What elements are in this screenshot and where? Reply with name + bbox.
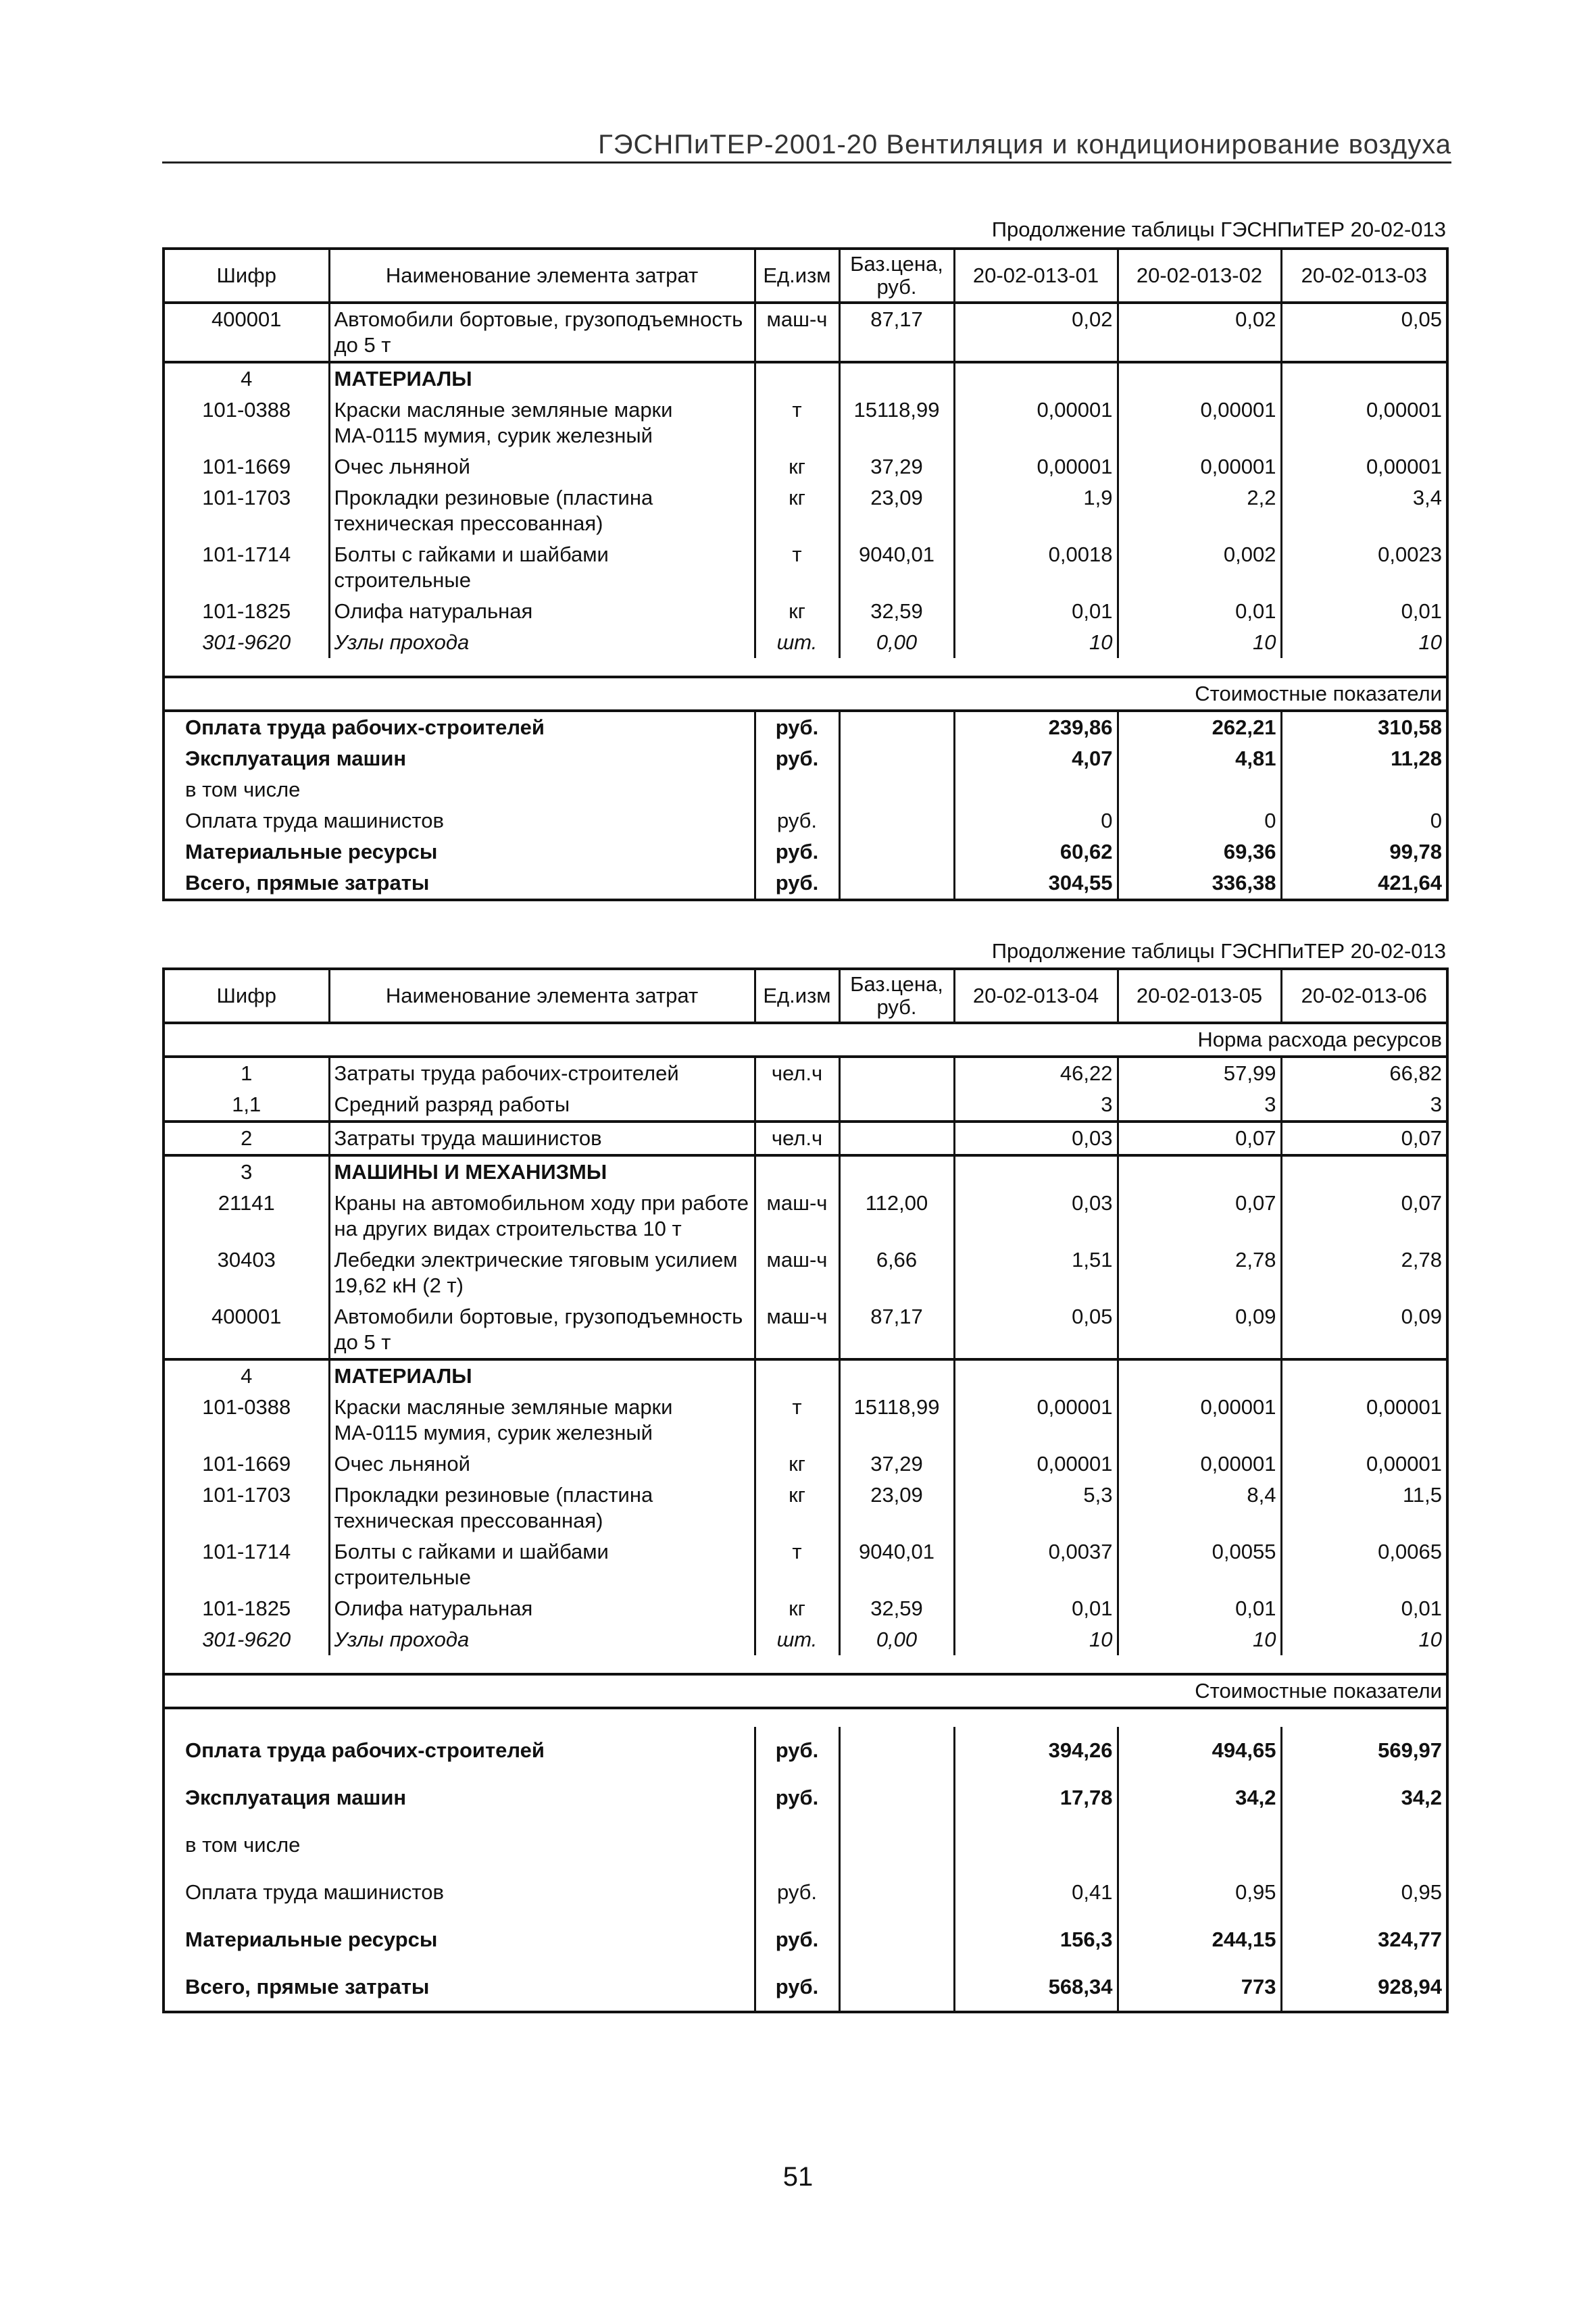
table-row bbox=[164, 303, 1447, 362]
row-value: 0,05 bbox=[954, 1301, 1118, 1359]
cost-value: 4,07 bbox=[954, 743, 1118, 774]
cost-row bbox=[164, 867, 1447, 900]
column-header-norm-code: 20-02-013-02 bbox=[1118, 249, 1281, 303]
row-price: 0,00 bbox=[839, 627, 954, 658]
table-row bbox=[164, 596, 1447, 627]
cost-value: 773 bbox=[1118, 1963, 1281, 2012]
row-value: 0,00001 bbox=[954, 1449, 1118, 1480]
table-row bbox=[164, 1244, 1447, 1301]
row-value: 5,3 bbox=[954, 1480, 1118, 1536]
row-value: 0,03 bbox=[954, 1188, 1118, 1244]
row-value bbox=[954, 1359, 1118, 1392]
row-code: 4 bbox=[164, 1359, 329, 1392]
column-header-unit: Ед.изм bbox=[755, 969, 839, 1023]
cost-value: 310,58 bbox=[1281, 711, 1447, 743]
row-value bbox=[1118, 362, 1281, 395]
row-code: 101-1703 bbox=[164, 482, 329, 539]
banner-text: Стоимостные показатели bbox=[164, 1674, 1447, 1708]
row-value: 8,4 bbox=[1118, 1480, 1281, 1536]
cost-value: 17,78 bbox=[954, 1774, 1118, 1821]
column-header-code: Шифр bbox=[164, 969, 329, 1023]
cost-unit: руб. bbox=[755, 1916, 839, 1963]
row-name: Прокладки резиновые (пластина техническая прессованная) bbox=[329, 1480, 755, 1536]
cost-value: 69,36 bbox=[1118, 836, 1281, 867]
row-name: Краски масляные земляные марки МА-0115 мумия, сурик железный bbox=[329, 1392, 755, 1449]
row-unit: чел.ч bbox=[755, 1057, 839, 1089]
row-unit: кг bbox=[755, 1449, 839, 1480]
row-value: 0,01 bbox=[1118, 1593, 1281, 1624]
cost-unit: руб. bbox=[755, 836, 839, 867]
row-code: 301-9620 bbox=[164, 627, 329, 658]
cost-value bbox=[1281, 1821, 1447, 1869]
row-price bbox=[839, 1122, 954, 1155]
row-unit: кг bbox=[755, 451, 839, 482]
cost-value: 0 bbox=[1281, 805, 1447, 836]
row-unit: шт. bbox=[755, 1624, 839, 1655]
row-code: 101-1714 bbox=[164, 1536, 329, 1593]
row-value: 3 bbox=[954, 1089, 1118, 1122]
cost-row bbox=[164, 711, 1447, 743]
cost-label: Эксплуатация машин bbox=[164, 743, 755, 774]
row-value: 0,0023 bbox=[1281, 539, 1447, 596]
column-header-name: Наименование элемента затрат bbox=[329, 249, 755, 303]
table-row bbox=[164, 362, 1447, 395]
cost-value: 568,34 bbox=[954, 1963, 1118, 2012]
row-code: 21141 bbox=[164, 1188, 329, 1244]
cost-unit: руб. bbox=[755, 743, 839, 774]
row-price: 32,59 bbox=[839, 1593, 954, 1624]
row-price bbox=[839, 362, 954, 395]
cost-label: Оплата труда рабочих-строителей bbox=[164, 1727, 755, 1774]
row-value: 2,2 bbox=[1118, 482, 1281, 539]
row-value: 0,02 bbox=[1118, 303, 1281, 362]
cost-label: Всего, прямые затраты bbox=[164, 867, 755, 900]
column-header-norm-code: 20-02-013-05 bbox=[1118, 969, 1281, 1023]
cost-value: 928,94 bbox=[1281, 1963, 1447, 2012]
row-unit: т bbox=[755, 1392, 839, 1449]
cost-empty bbox=[839, 1869, 954, 1916]
cost-empty bbox=[839, 1727, 954, 1774]
row-value: 0,09 bbox=[1118, 1301, 1281, 1359]
column-header-norm-code: 20-02-013-04 bbox=[954, 969, 1118, 1023]
row-unit: маш-ч bbox=[755, 303, 839, 362]
table-row bbox=[164, 395, 1447, 451]
column-header-code: Шифр bbox=[164, 249, 329, 303]
table-row bbox=[164, 1480, 1447, 1536]
row-name: Болты с гайками и шайбами строительные bbox=[329, 1536, 755, 1593]
cost-value: 244,15 bbox=[1118, 1916, 1281, 1963]
cost-value: 0,95 bbox=[1281, 1869, 1447, 1916]
table-row bbox=[164, 1188, 1447, 1244]
row-value: 0,07 bbox=[1281, 1122, 1447, 1155]
row-code: 1,1 bbox=[164, 1089, 329, 1122]
cost-empty bbox=[839, 743, 954, 774]
table-row bbox=[164, 627, 1447, 658]
cost-unit bbox=[755, 1821, 839, 1869]
column-header-norm-code: 20-02-013-01 bbox=[954, 249, 1118, 303]
table-row bbox=[164, 1359, 1447, 1392]
cost-value: 60,62 bbox=[954, 836, 1118, 867]
column-header-unit: Ед.изм bbox=[755, 249, 839, 303]
row-name: Автомобили бортовые, грузоподъемность до 5 т bbox=[329, 303, 755, 362]
row-value: 2,78 bbox=[1281, 1244, 1447, 1301]
cost-value: 0 bbox=[1118, 805, 1281, 836]
row-value: 0,00001 bbox=[1118, 451, 1281, 482]
row-price bbox=[839, 1359, 954, 1392]
row-unit bbox=[755, 1089, 839, 1122]
row-unit: кг bbox=[755, 1593, 839, 1624]
row-price: 0,00 bbox=[839, 1624, 954, 1655]
cost-empty bbox=[839, 1963, 954, 2012]
row-price: 37,29 bbox=[839, 451, 954, 482]
cost-empty bbox=[839, 1821, 954, 1869]
table-row bbox=[164, 1155, 1447, 1188]
cost-row bbox=[164, 1727, 1447, 1774]
row-unit bbox=[755, 1155, 839, 1188]
row-value: 0,07 bbox=[1118, 1188, 1281, 1244]
row-value bbox=[1281, 1359, 1447, 1392]
row-unit: чел.ч bbox=[755, 1122, 839, 1155]
column-header-norm-code: 20-02-013-06 bbox=[1281, 969, 1447, 1023]
banner-text: Стоимостные показатели bbox=[164, 677, 1447, 711]
row-name: Узлы прохода bbox=[329, 627, 755, 658]
row-name: Олифа натуральная bbox=[329, 596, 755, 627]
cost-empty bbox=[839, 1774, 954, 1821]
row-value: 0,00001 bbox=[1281, 451, 1447, 482]
cost-label: Оплата труда рабочих-строителей bbox=[164, 711, 755, 743]
cost-row bbox=[164, 1916, 1447, 1963]
row-code: 400001 bbox=[164, 1301, 329, 1359]
row-name: Затраты труда рабочих-строителей bbox=[329, 1057, 755, 1089]
cost-unit: руб. bbox=[755, 1774, 839, 1821]
row-value: 10 bbox=[1118, 627, 1281, 658]
row-value: 0,00001 bbox=[954, 451, 1118, 482]
row-price: 37,29 bbox=[839, 1449, 954, 1480]
row-name: Лебедки электрические тяговым усилием 19,62 кН (2 т) bbox=[329, 1244, 755, 1301]
row-name: Олифа натуральная bbox=[329, 1593, 755, 1624]
row-price bbox=[839, 1155, 954, 1188]
cost-label: Эксплуатация машин bbox=[164, 1774, 755, 1821]
cost-value: 421,64 bbox=[1281, 867, 1447, 900]
cost-unit: руб. bbox=[755, 1727, 839, 1774]
row-price bbox=[839, 1089, 954, 1122]
row-price: 9040,01 bbox=[839, 539, 954, 596]
table2-caption: Продолжение таблицы ГЭСНПиТЕР 20-02-013 bbox=[991, 939, 1446, 963]
row-name: Узлы прохода bbox=[329, 1624, 755, 1655]
running-header: ГЭСНПиТЕР-2001-20 Вентиляция и кондиционирование воздуха bbox=[162, 130, 1451, 164]
cost-unit: руб. bbox=[755, 867, 839, 900]
row-value: 57,99 bbox=[1118, 1057, 1281, 1089]
row-unit: маш-ч bbox=[755, 1301, 839, 1359]
row-value: 0,00001 bbox=[1118, 1449, 1281, 1480]
cost-value: 34,2 bbox=[1281, 1774, 1447, 1821]
row-name: Средний разряд работы bbox=[329, 1089, 755, 1122]
row-value: 46,22 bbox=[954, 1057, 1118, 1089]
row-value: 0,00001 bbox=[954, 395, 1118, 451]
table-row bbox=[164, 1122, 1447, 1155]
row-price: 23,09 bbox=[839, 1480, 954, 1536]
cost-row bbox=[164, 1774, 1447, 1821]
cost-value bbox=[954, 774, 1118, 805]
cost-value bbox=[1281, 774, 1447, 805]
cost-label: в том числе bbox=[164, 1821, 755, 1869]
cost-row bbox=[164, 836, 1447, 867]
table1-caption: Продолжение таблицы ГЭСНПиТЕР 20-02-013 bbox=[991, 218, 1446, 241]
row-unit: кг bbox=[755, 482, 839, 539]
row-value: 0,00001 bbox=[1281, 1392, 1447, 1449]
row-value: 0,01 bbox=[1281, 1593, 1447, 1624]
table-row bbox=[164, 451, 1447, 482]
table-row bbox=[164, 1536, 1447, 1593]
row-value: 0,0055 bbox=[1118, 1536, 1281, 1593]
cost-empty bbox=[839, 774, 954, 805]
row-price: 112,00 bbox=[839, 1188, 954, 1244]
row-unit: т bbox=[755, 539, 839, 596]
row-value: 3 bbox=[1281, 1089, 1447, 1122]
row-value: 10 bbox=[954, 1624, 1118, 1655]
table-row bbox=[164, 482, 1447, 539]
row-name: Краски масляные земляные марки МА-0115 мумия, сурик железный bbox=[329, 395, 755, 451]
row-code: 101-1669 bbox=[164, 451, 329, 482]
row-value: 66,82 bbox=[1281, 1057, 1447, 1089]
cost-row bbox=[164, 805, 1447, 836]
row-unit: шт. bbox=[755, 627, 839, 658]
row-unit: т bbox=[755, 395, 839, 451]
column-header-norm-code: 20-02-013-03 bbox=[1281, 249, 1447, 303]
cost-row bbox=[164, 774, 1447, 805]
row-value: 0,02 bbox=[954, 303, 1118, 362]
table-row bbox=[164, 1089, 1447, 1122]
row-value: 0,0037 bbox=[954, 1536, 1118, 1593]
row-code: 101-0388 bbox=[164, 1392, 329, 1449]
row-price: 15118,99 bbox=[839, 1392, 954, 1449]
cost-row bbox=[164, 1963, 1447, 2012]
cost-row bbox=[164, 743, 1447, 774]
row-value: 0,01 bbox=[1281, 596, 1447, 627]
cost-label: Всего, прямые затраты bbox=[164, 1963, 755, 2012]
row-code: 101-0388 bbox=[164, 395, 329, 451]
cost-value: 304,55 bbox=[954, 867, 1118, 900]
row-value bbox=[954, 1155, 1118, 1188]
table-row bbox=[164, 1449, 1447, 1480]
cost-value bbox=[1118, 1821, 1281, 1869]
cost-label: Материальные ресурсы bbox=[164, 836, 755, 867]
row-name: Прокладки резиновые (пластина техническая прессованная) bbox=[329, 482, 755, 539]
table-row bbox=[164, 1392, 1447, 1449]
row-value: 1,51 bbox=[954, 1244, 1118, 1301]
row-price bbox=[839, 1057, 954, 1089]
column-header-name: Наименование элемента затрат bbox=[329, 969, 755, 1023]
row-price: 6,66 bbox=[839, 1244, 954, 1301]
row-value: 0,01 bbox=[954, 596, 1118, 627]
row-name: МАШИНЫ И МЕХАНИЗМЫ bbox=[329, 1155, 755, 1188]
cost-row bbox=[164, 1869, 1447, 1916]
cost-empty bbox=[839, 836, 954, 867]
column-header-price: Баз.цена, руб. bbox=[839, 969, 954, 1023]
column-header-price: Баз.цена, руб. bbox=[839, 249, 954, 303]
row-value: 2,78 bbox=[1118, 1244, 1281, 1301]
cost-value: 156,3 bbox=[954, 1916, 1118, 1963]
row-value: 0,0018 bbox=[954, 539, 1118, 596]
table-row bbox=[164, 1301, 1447, 1359]
table-row bbox=[164, 1593, 1447, 1624]
cost-value: 494,65 bbox=[1118, 1727, 1281, 1774]
cost-value: 569,97 bbox=[1281, 1727, 1447, 1774]
row-value: 0,05 bbox=[1281, 303, 1447, 362]
row-unit: т bbox=[755, 1536, 839, 1593]
row-value bbox=[1118, 1155, 1281, 1188]
row-price: 87,17 bbox=[839, 303, 954, 362]
row-value bbox=[1281, 1155, 1447, 1188]
row-value bbox=[1281, 362, 1447, 395]
row-price: 32,59 bbox=[839, 596, 954, 627]
row-value bbox=[954, 362, 1118, 395]
cost-empty bbox=[839, 867, 954, 900]
row-name: Очес льняной bbox=[329, 451, 755, 482]
row-code: 1 bbox=[164, 1057, 329, 1089]
row-value: 0,07 bbox=[1281, 1188, 1447, 1244]
cost-label: Оплата труда машинистов bbox=[164, 805, 755, 836]
row-value: 0,00001 bbox=[1281, 395, 1447, 451]
row-value: 10 bbox=[1281, 1624, 1447, 1655]
row-code: 30403 bbox=[164, 1244, 329, 1301]
row-unit bbox=[755, 362, 839, 395]
cost-value: 262,21 bbox=[1118, 711, 1281, 743]
row-value: 3 bbox=[1118, 1089, 1281, 1122]
table-row bbox=[164, 1624, 1447, 1655]
cost-value: 11,28 bbox=[1281, 743, 1447, 774]
table-row bbox=[164, 1057, 1447, 1089]
cost-value: 394,26 bbox=[954, 1727, 1118, 1774]
row-code: 101-1714 bbox=[164, 539, 329, 596]
cost-value: 239,86 bbox=[954, 711, 1118, 743]
cost-value: 0,95 bbox=[1118, 1869, 1281, 1916]
row-value: 10 bbox=[1118, 1624, 1281, 1655]
row-value: 0,00001 bbox=[1118, 1392, 1281, 1449]
row-value bbox=[1118, 1359, 1281, 1392]
row-code: 101-1669 bbox=[164, 1449, 329, 1480]
row-value: 0,07 bbox=[1118, 1122, 1281, 1155]
row-value: 11,5 bbox=[1281, 1480, 1447, 1536]
row-value: 0,00001 bbox=[1118, 395, 1281, 451]
table-header-row bbox=[164, 969, 1447, 1023]
row-value: 10 bbox=[1281, 627, 1447, 658]
resource-table-2 bbox=[162, 967, 1449, 2013]
table-header-row bbox=[164, 249, 1447, 303]
row-code: 301-9620 bbox=[164, 1624, 329, 1655]
cost-row bbox=[164, 1821, 1447, 1869]
cost-label: Материальные ресурсы bbox=[164, 1916, 755, 1963]
table-row bbox=[164, 539, 1447, 596]
row-unit: кг bbox=[755, 596, 839, 627]
cost-value: 34,2 bbox=[1118, 1774, 1281, 1821]
row-value: 0,01 bbox=[1118, 596, 1281, 627]
row-unit: кг bbox=[755, 1480, 839, 1536]
cost-value: 4,81 bbox=[1118, 743, 1281, 774]
cost-empty bbox=[839, 805, 954, 836]
cost-banner bbox=[164, 1674, 1447, 1708]
row-code: 101-1825 bbox=[164, 596, 329, 627]
cost-value: 0,41 bbox=[954, 1869, 1118, 1916]
row-value: 0,0065 bbox=[1281, 1536, 1447, 1593]
cost-label: Оплата труда машинистов bbox=[164, 1869, 755, 1916]
cost-banner bbox=[164, 677, 1447, 711]
row-code: 101-1825 bbox=[164, 1593, 329, 1624]
row-price: 9040,01 bbox=[839, 1536, 954, 1593]
cost-empty bbox=[839, 711, 954, 743]
row-code: 2 bbox=[164, 1122, 329, 1155]
row-price: 23,09 bbox=[839, 482, 954, 539]
row-unit: маш-ч bbox=[755, 1244, 839, 1301]
cost-unit: руб. bbox=[755, 1963, 839, 2012]
cost-value: 0 bbox=[954, 805, 1118, 836]
cost-unit: руб. bbox=[755, 711, 839, 743]
row-value: 0,03 bbox=[954, 1122, 1118, 1155]
cost-unit: руб. bbox=[755, 805, 839, 836]
banner-text: Норма расхода ресурсов bbox=[164, 1023, 1447, 1057]
row-value: 0,09 bbox=[1281, 1301, 1447, 1359]
row-code: 3 bbox=[164, 1155, 329, 1188]
row-price: 15118,99 bbox=[839, 395, 954, 451]
cost-value bbox=[954, 1821, 1118, 1869]
row-code: 101-1703 bbox=[164, 1480, 329, 1536]
cost-label: в том числе bbox=[164, 774, 755, 805]
row-value: 1,9 bbox=[954, 482, 1118, 539]
row-unit bbox=[755, 1359, 839, 1392]
cost-unit: руб. bbox=[755, 1869, 839, 1916]
cost-empty bbox=[839, 1916, 954, 1963]
row-value: 0,00001 bbox=[1281, 1449, 1447, 1480]
row-name: Затраты труда машинистов bbox=[329, 1122, 755, 1155]
row-name: Краны на автомобильном ходу при работе на других видах строительства 10 т bbox=[329, 1188, 755, 1244]
resource-table-1 bbox=[162, 247, 1449, 901]
row-name: МАТЕРИАЛЫ bbox=[329, 362, 755, 395]
cost-unit bbox=[755, 774, 839, 805]
row-value: 10 bbox=[954, 627, 1118, 658]
row-name: Автомобили бортовые, грузоподъемность до 5 т bbox=[329, 1301, 755, 1359]
row-name: Болты с гайками и шайбами строительные bbox=[329, 539, 755, 596]
row-value: 3,4 bbox=[1281, 482, 1447, 539]
row-name: Очес льняной bbox=[329, 1449, 755, 1480]
row-price: 87,17 bbox=[839, 1301, 954, 1359]
row-value: 0,002 bbox=[1118, 539, 1281, 596]
norm-banner bbox=[164, 1023, 1447, 1057]
cost-value: 324,77 bbox=[1281, 1916, 1447, 1963]
page-number: 51 bbox=[782, 2162, 814, 2192]
row-name: МАТЕРИАЛЫ bbox=[329, 1359, 755, 1392]
cost-value: 99,78 bbox=[1281, 836, 1447, 867]
row-unit: маш-ч bbox=[755, 1188, 839, 1244]
cost-value: 336,38 bbox=[1118, 867, 1281, 900]
row-value: 0,01 bbox=[954, 1593, 1118, 1624]
row-code: 400001 bbox=[164, 303, 329, 362]
row-code: 4 bbox=[164, 362, 329, 395]
row-value: 0,00001 bbox=[954, 1392, 1118, 1449]
cost-value bbox=[1118, 774, 1281, 805]
